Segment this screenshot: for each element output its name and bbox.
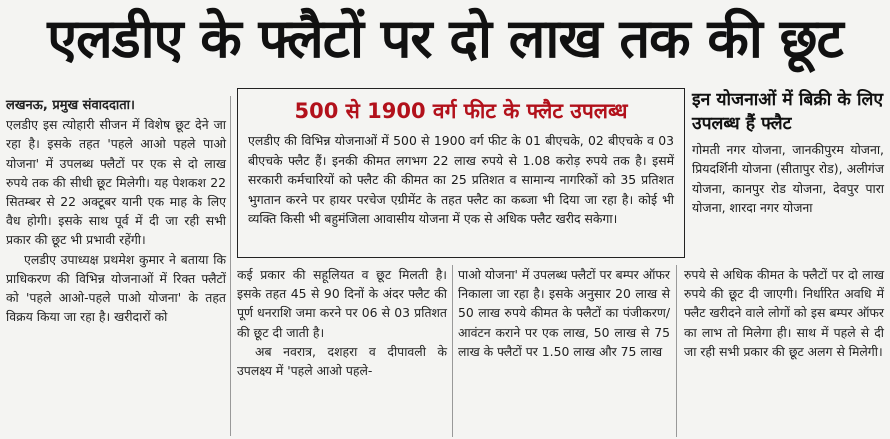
highlight-box <box>237 88 685 258</box>
headline: एलडीए के फ्लैटों पर दो लाख तक की छूट <box>47 7 843 70</box>
column-3-para-1: पाओ योजना' में उपलब्ध फ्लैटों पर बम्पर ऑफर निकाला जा रहा है। इसके अनुसार 20 लाख से 50 लाख रुपये कीमत के फ्लैटों का पंजीकरण/आवंटन कराने पर एक लाख, 50 लाख से 75 लाख के फ्लैटों पर 1.50 लाख और 75 लाख <box>458 267 670 359</box>
byline: लखनऊ, प्रमुख संवाददाता। <box>6 98 135 113</box>
column-1-para-1: एलडीए इस त्योहारी सीजन में विशेष छूट देने जा रहा है। इसके तहत 'पहले आओ पहले पाओ योजना' में उपलब्ध फ्लैटों पर एक से दो लाख रुपये तक की सीधी छूट मिलेगी। यह पेशकश 22 सितम्बर से 22 अक्टूबर यानी एक माह के लिए वैध होगी। इसके साथ पूर्व में दी जा रही सभी प्रकार की छूट भी प्रभावी रहेंगी। <box>6 117 226 248</box>
schemes-list: गोमती नगर योजना, जानकीपुरम योजना, प्रियदर्शिनी योजना (सीतापुर रोड), अलीगंज योजना, कानपुर रोड योजना, देवपुर पारा योजना, शारदा नगर योजना <box>692 142 884 216</box>
column-1 <box>6 96 226 436</box>
highlight-box-body: एलडीए की विभिन्न योजनाओं में 500 से 1900 वर्ग फीट के 01 बीएचके, 02 बीएचके व 03 बीएचके फ्लैट हैं। इनकी कीमत लगभग 22 लाख रुपये से 1.08 करोड़ रुपये तक है। इसमें सरकारी कर्मचारियों को फ्लैट की कीमत का 25 प्रतिशत व सामान्य नागरिकों को 35 प्रतिशत भुगतान करने पर हायर परचेज एग्रीमेंट के तहत फ्लैट का कब्जा भी दिया जा रहा है। कोई भी व्यक्ति किसी भी बहुमंजिला आवासीय योजना में एक से अधिक फ्लैट खरीद सकेगा। <box>248 133 674 227</box>
column-4 <box>684 265 884 437</box>
column-2-para-2: अब नवरात्र, दशहरा व दीपावली के उपलक्ष्य में 'पहले आओ पहले- <box>237 343 447 379</box>
column-2-para-1: कई प्रकार की सहूलियत व छूट मिलती है। इसके तहत 45 से 90 दिनों के अंदर फ्लैट की पूर्ण धनराशि जमा करने पर 06 से 03 प्रतिशत की छूट दी जाती है। <box>237 267 447 340</box>
schemes-section <box>692 88 884 258</box>
column-1-para-2: एलडीए उपाध्यक्ष प्रथमेश कुमार ने बताया कि प्राधिकरण की विभिन्न योजनाओं में रिक्त फ्लैटों को 'पहले आओ-पहले पाओ योजना' के तहत विक्रय किया जा रहा है। खरीदारों को <box>6 251 226 325</box>
highlight-box-title: 500 से 1900 वर्ग फीट के फ्लैट उपलब्ध <box>294 99 628 123</box>
column-2 <box>237 265 447 437</box>
column-divider <box>452 265 453 437</box>
column-divider <box>230 96 231 436</box>
column-4-para-1: रुपये से अधिक कीमत के फ्लैटों पर दो लाख रुपये की छूट दी जाएगी। निर्धारित अवधि में फ्लैट खरीदने वाले लोगों को इस बम्पर ऑफर का लाभ तो मिलेगा ही। साथ में पहले से दी जा रही सभी प्रकार की छूट अलग से मिलेगी। <box>684 267 884 359</box>
column-divider <box>676 265 677 437</box>
column-3 <box>458 265 670 437</box>
schemes-title: इन योजनाओं में बिक्री के लिए उपलब्ध हैं फ्लैट <box>692 90 884 134</box>
